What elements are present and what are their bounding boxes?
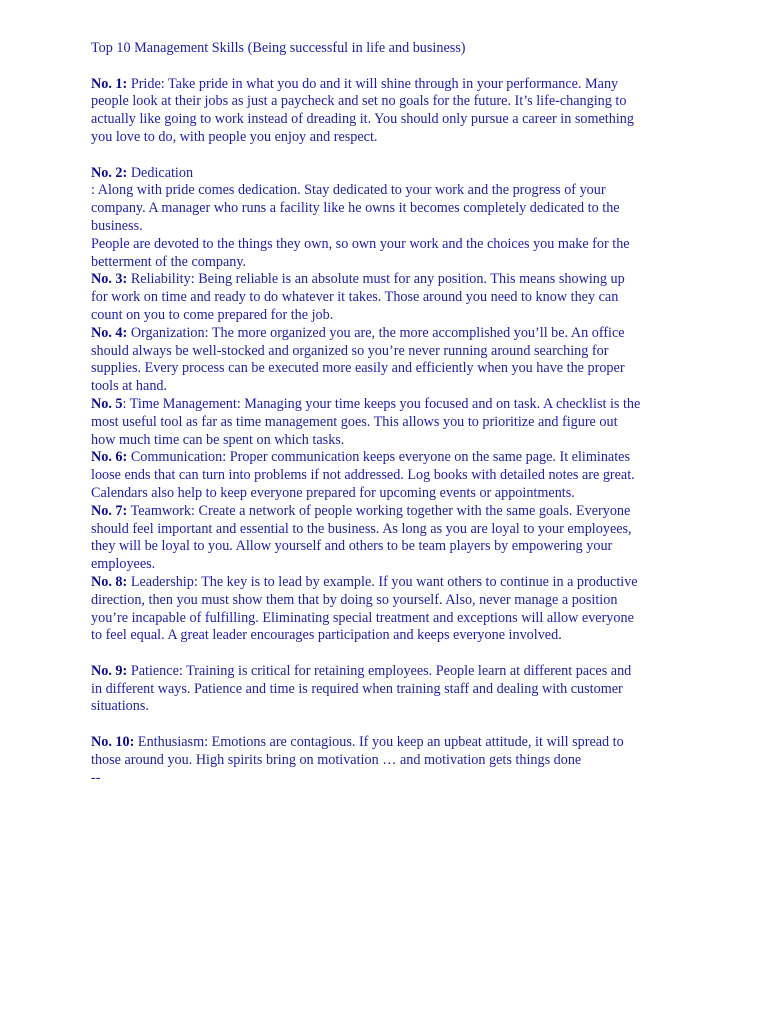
entry-text: Reliability: Being reliable is an absolute must for any position. This means showing up bbox=[130, 271, 625, 288]
skill-entry-3 bbox=[91, 271, 691, 324]
entry-line bbox=[91, 325, 691, 343]
entry-number: No. 4: bbox=[91, 324, 128, 341]
entry-line bbox=[91, 503, 691, 521]
entry-line: they will be loyal to you. Allow yourself and others to be team players by empowering your bbox=[91, 538, 613, 555]
entry-line: tools at hand. bbox=[91, 378, 168, 395]
entry-number: No. 2: bbox=[91, 164, 128, 181]
entry-number: No. 10: bbox=[91, 734, 135, 751]
skill-entry-10 bbox=[91, 734, 691, 770]
document-title: Top 10 Management Skills (Being successful in life and business) bbox=[91, 40, 466, 56]
entry-line bbox=[91, 165, 691, 183]
skill-entry-7 bbox=[91, 503, 691, 574]
entry-line: situations. bbox=[91, 698, 149, 715]
entry-line: those around you. High spirits bring on motivation … and motivation gets things done bbox=[91, 751, 582, 768]
entry-line: company. A manager who runs a facility like he owns it becomes completely dedicated to the bbox=[91, 200, 620, 217]
entry-line: betterment of the company. bbox=[91, 253, 247, 270]
entry-text: Pride: Take pride in what you do and it will shine through in your performance. Many bbox=[130, 75, 619, 92]
entry-line: you’re incapable of fulfilling. Eliminating special treatment and exceptions will allow everyone bbox=[91, 609, 634, 626]
entry-number: No. 9: bbox=[91, 662, 128, 679]
entry-text: Patience: Training is critical for retaining employees. People learn at different paces and bbox=[130, 662, 632, 679]
entry-line: People are devoted to the things they own, so own your work and the choices you make for the bbox=[91, 235, 630, 252]
entry-line: direction, then you must show them that by doing so yourself. Also, never manage a position bbox=[91, 591, 618, 608]
skill-entry-5 bbox=[91, 396, 691, 449]
skill-entry-4 bbox=[91, 325, 691, 396]
entry-line: people look at their jobs as just a paycheck and set no goals for the future. It’s life-changing to bbox=[91, 93, 627, 110]
entry-line: to feel equal. A great leader encourages participation and keeps everyone involved. bbox=[91, 627, 562, 644]
entry-number: No. 3: bbox=[91, 271, 128, 288]
skill-entry-6 bbox=[91, 449, 691, 502]
entry-number: No. 1: bbox=[91, 75, 128, 92]
entry-line bbox=[91, 449, 691, 467]
entry-line bbox=[91, 76, 691, 94]
entry-line: most useful tool as far as time management goes. This allows you to prioritize and figure out bbox=[91, 413, 618, 430]
entry-line: actually like going to work instead of dreading it. You should only pursue a career in something bbox=[91, 111, 634, 128]
entry-line: in different ways. Patience and time is required when training staff and dealing with customer bbox=[91, 680, 623, 697]
entry-number: No. 7: bbox=[91, 502, 128, 519]
entry-line: for work on time and ready to do whatever it takes. Those around you need to know they can bbox=[91, 289, 619, 306]
document-page bbox=[91, 40, 691, 787]
separator-dashes: -- bbox=[91, 769, 101, 786]
entry-line: loose ends that can turn into problems if not addressed. Log books with detailed notes are great. bbox=[91, 467, 635, 484]
entry-line: supplies. Every process can be executed more easily and efficiently when you have the proper bbox=[91, 360, 625, 377]
entry-text: Dedication bbox=[130, 164, 194, 181]
entry-line bbox=[91, 734, 691, 752]
entry-text: Communication: Proper communication keeps everyone on the same page. It eliminates bbox=[130, 449, 630, 466]
entry-line bbox=[91, 396, 691, 414]
skill-entry-9 bbox=[91, 663, 691, 716]
entry-text: Teamwork: Create a network of people working together with the same goals. Everyone bbox=[130, 502, 631, 519]
entry-number: No. 6: bbox=[91, 449, 128, 466]
entry-line: how much time can be spent on which tasks. bbox=[91, 431, 345, 448]
entry-line: should always be well-stocked and organized so you’re never running around searching for bbox=[91, 342, 609, 359]
entry-number: No. 5 bbox=[91, 395, 123, 412]
skill-entry-1 bbox=[91, 76, 691, 147]
entry-line: Calendars also help to keep everyone prepared for upcoming events or appointments. bbox=[91, 484, 575, 501]
entry-line: should feel important and essential to the business. As long as you are loyal to your employees, bbox=[91, 520, 632, 537]
entry-text: : Time Management: Managing your time keeps you focused and on task. A checklist is the bbox=[122, 395, 641, 412]
entry-number: No. 8: bbox=[91, 573, 128, 590]
entry-line: you love to do, with people you enjoy and respect. bbox=[91, 128, 378, 145]
entry-text: Enthusiasm: Emotions are contagious. If you keep an upbeat attitude, it will spread to bbox=[137, 734, 624, 751]
skill-entry-8 bbox=[91, 574, 691, 645]
entry-line bbox=[91, 663, 691, 681]
entry-text: Leadership: The key is to lead by example. If you want others to continue in a productive bbox=[130, 573, 638, 590]
entry-line bbox=[91, 574, 691, 592]
entry-text: Organization: The more organized you are, the more accomplished you’ll be. An office bbox=[130, 324, 625, 341]
skill-entry-2 bbox=[91, 165, 691, 272]
entry-line bbox=[91, 271, 691, 289]
entry-line: count on you to come prepared for the job. bbox=[91, 306, 334, 323]
entry-line: : Along with pride comes dedication. Stay dedicated to your work and the progress of your bbox=[91, 182, 606, 199]
entry-line: business. bbox=[91, 217, 143, 234]
entry-line: employees. bbox=[91, 556, 156, 573]
